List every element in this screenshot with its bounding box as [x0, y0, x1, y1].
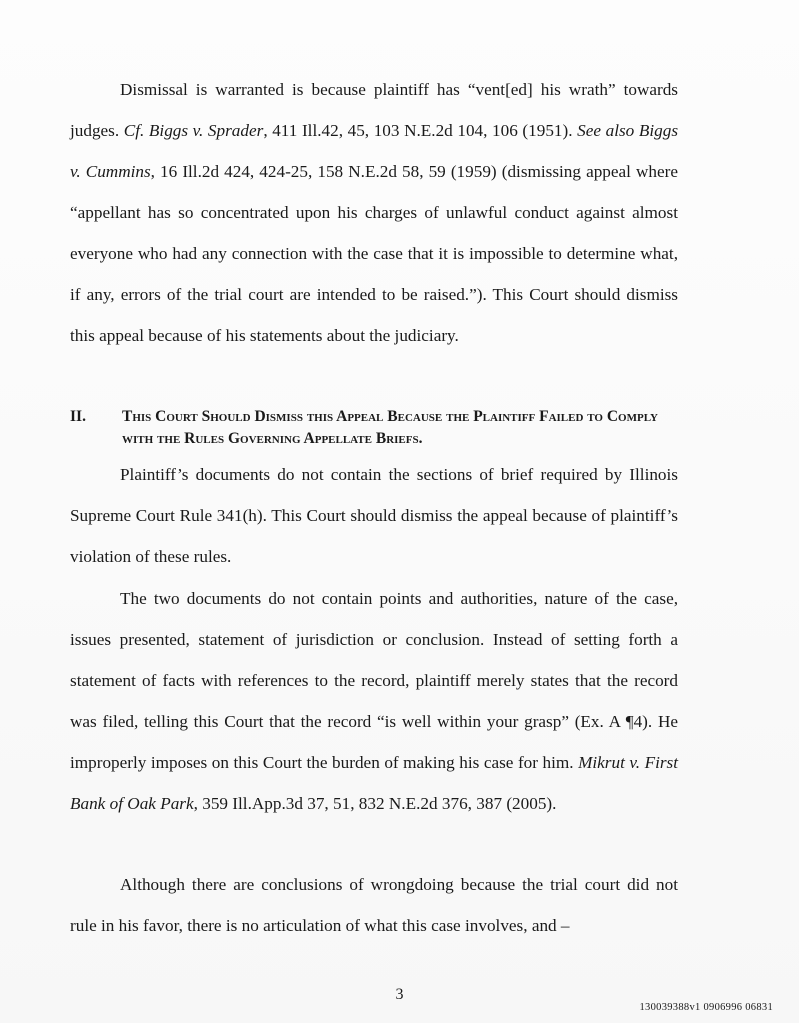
p1-text-c: , 16 Ill.2d 424, 424-25, 158 N.E.2d 58, 59 (1959) (dismissing appeal where “appellant has so concentrated upon his charges of unlawful conduct against almost everyone who had any connection with the case that it is impossible to determine what, if any, errors of the trial court are intended to be raised.”). This Court should dismiss this appeal because of his statements about the judiciary.: [70, 162, 678, 345]
paragraph-rule-341: [70, 454, 678, 577]
p1-text-a: Dismissal is warranted is because plaintiff has “vent[ed] his wrath” towards judges.: [70, 80, 678, 140]
signal-see-also: See also: [577, 121, 635, 140]
p2-text: Plaintiff’s documents do not contain the sections of brief required by Illinois Supreme Court Rule 341(h). This Court should dismiss the appeal because of plaintiff’s violation of these rules.: [70, 465, 678, 566]
section-title: This Court Should Dismiss this Appeal Because the Plaintiff Failed to Comply with the Rules Governing Appellate Briefs.: [122, 408, 658, 447]
citation-biggs-sprader: Cf. Biggs v. Sprader: [123, 121, 264, 140]
page-number: 3: [395, 986, 404, 1003]
p1-text-b: , 411 Ill.42, 45, 103 N.E.2d 104, 106 (1951).: [263, 121, 578, 140]
citation-mikrut: Mikrut v. First Bank of Oak Park: [70, 753, 678, 813]
paragraph-two-documents: [70, 578, 678, 824]
document-id: 130039388v1 0906996 06831: [639, 1002, 773, 1013]
citation-biggs-cummins: Biggs v. Cummins: [70, 121, 679, 181]
section-heading-ii: [70, 406, 680, 450]
p3-text-a: The two documents do not contain points and authorities, nature of the case, issues presented, statement of jurisdiction or conclusion. Instead of setting forth a statement of facts with references to the record, plaintiff merely states that the record was filed, telling this Court that the record “is well within your grasp” (Ex. A ¶4). He improperly imposes on this Court the burden of making his case for him.: [70, 589, 678, 772]
section-number: II.: [70, 408, 86, 425]
p4-text: Although there are conclusions of wrongdoing because the trial court did not rule in his favor, there is no articulation of what this case involves, and –: [70, 875, 678, 935]
paragraph-dismissal-wrath: [70, 69, 678, 356]
paragraph-conclusions-wrongdoing: [70, 864, 678, 946]
p3-text-b: , 359 Ill.App.3d 37, 51, 832 N.E.2d 376, 387 (2005).: [193, 794, 557, 813]
